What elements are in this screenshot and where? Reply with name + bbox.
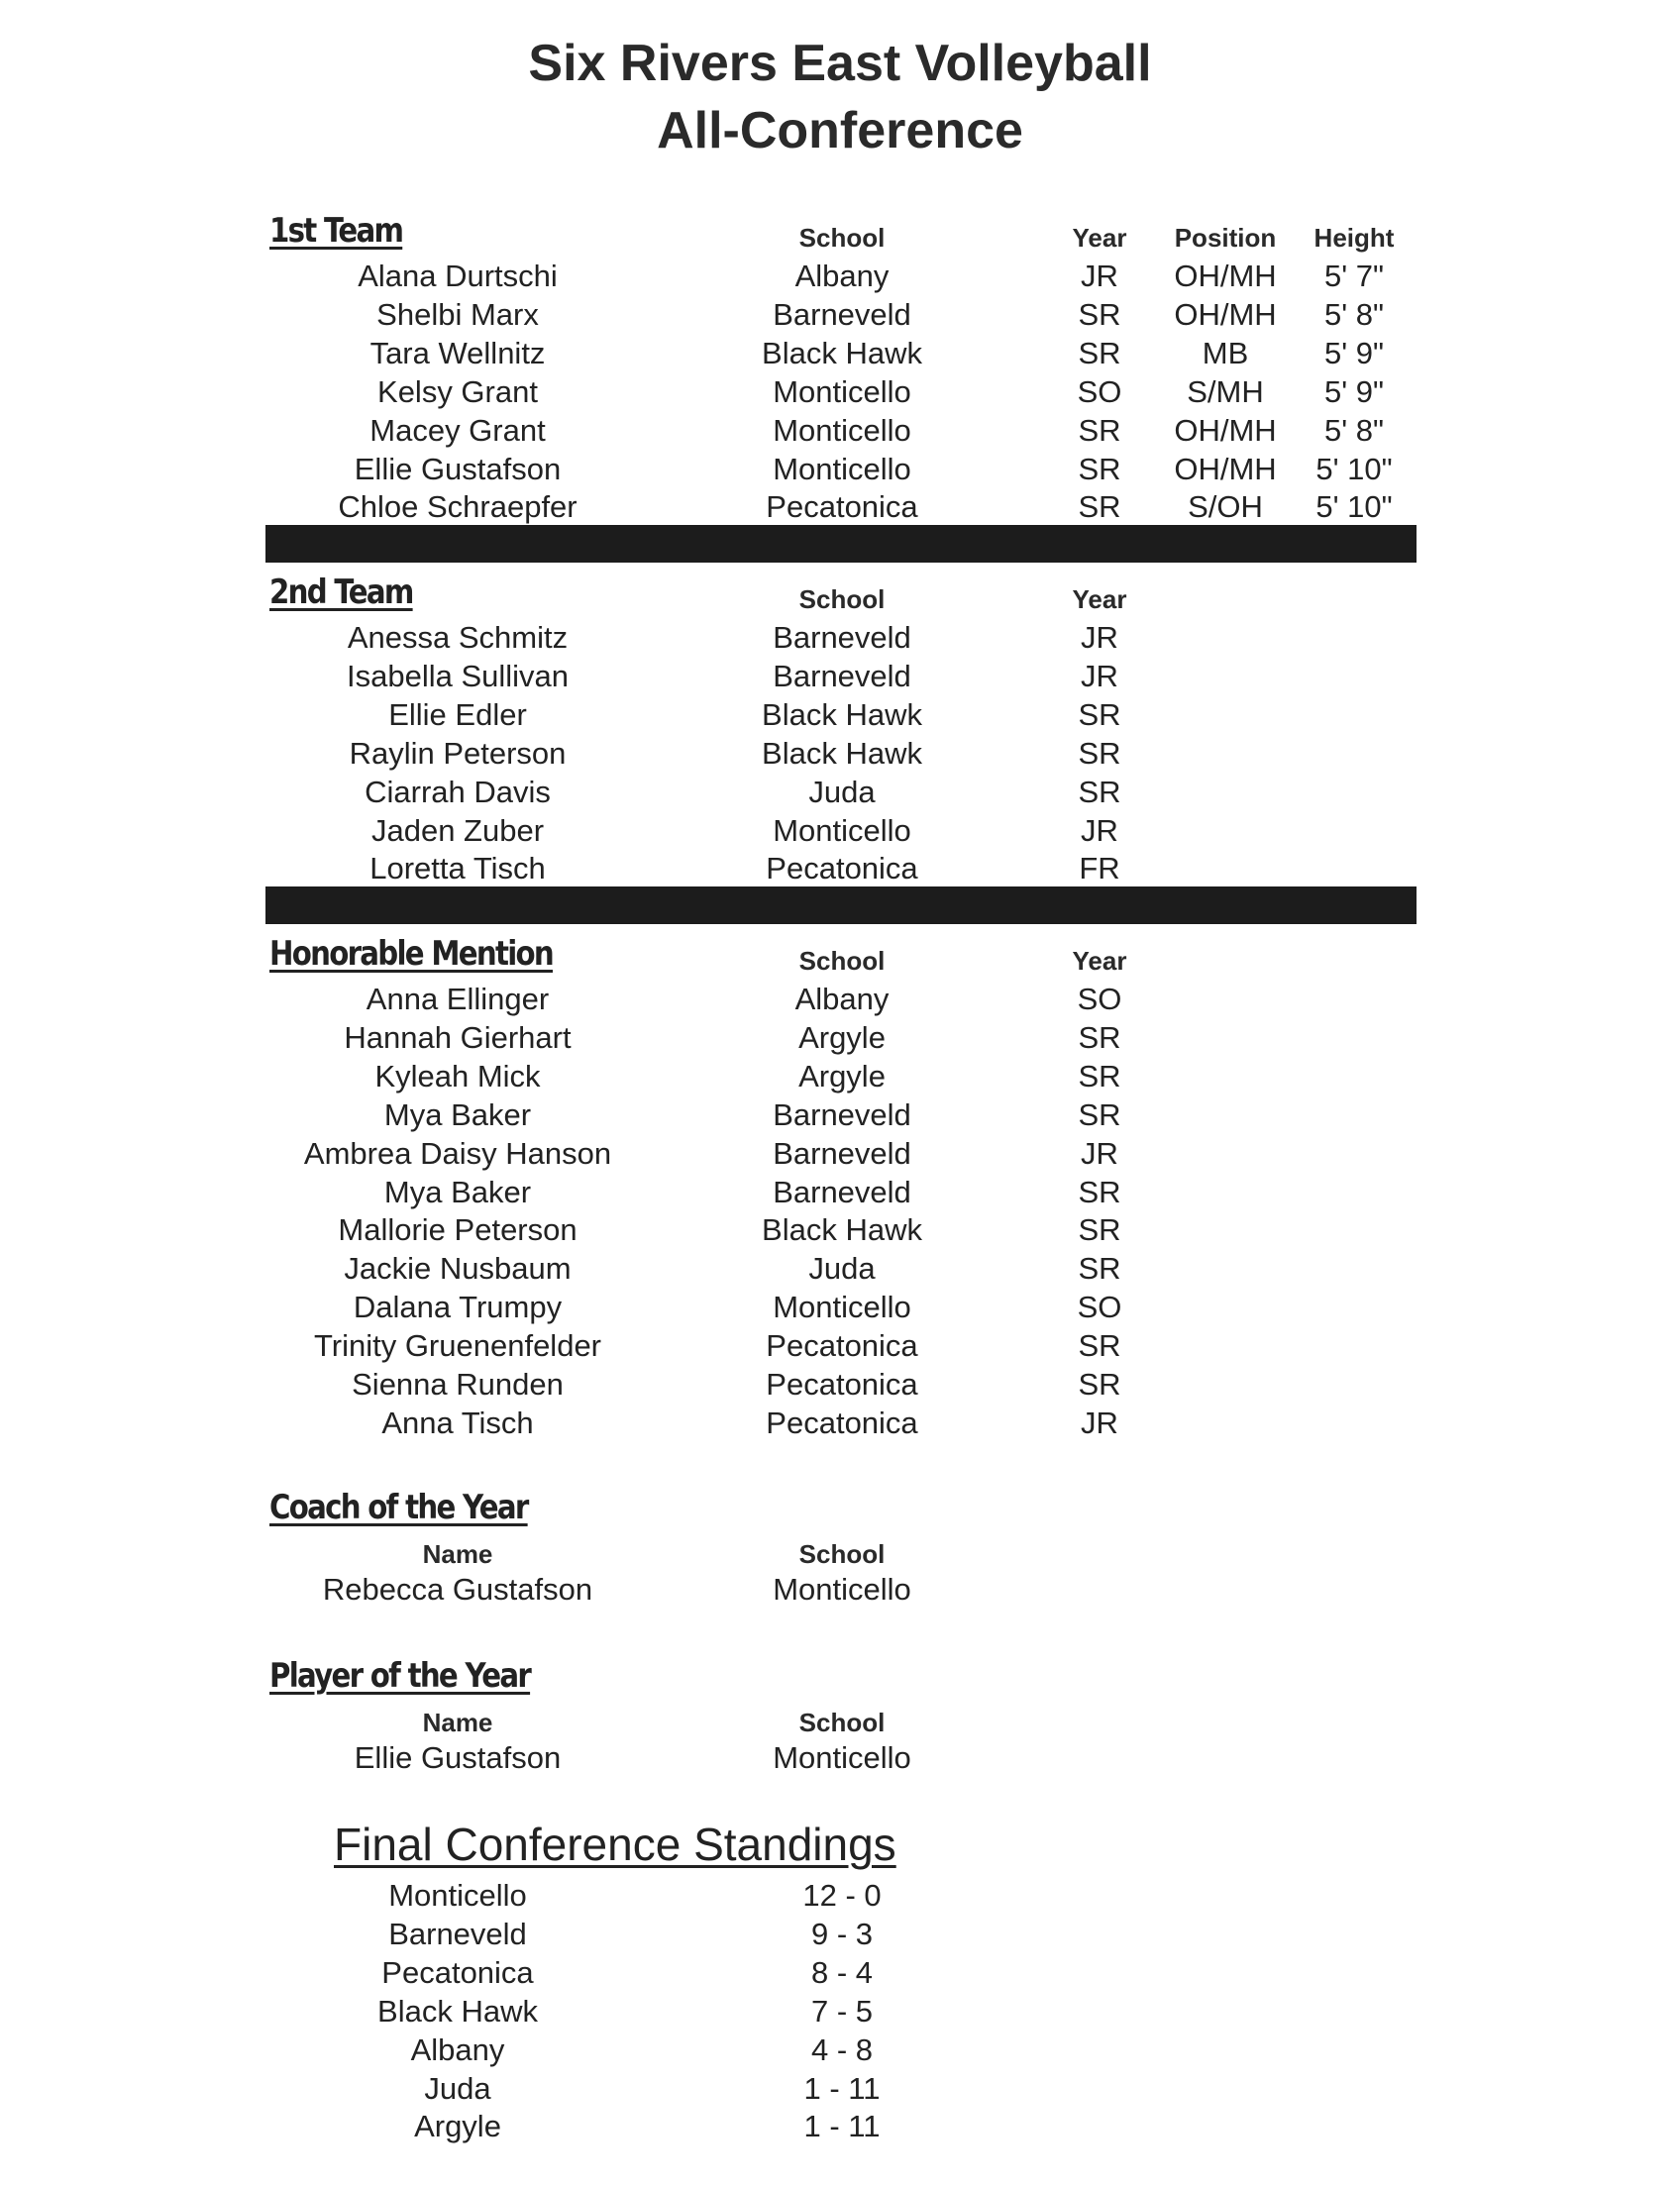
player-position: S/OH [1188, 489, 1263, 525]
coach-of-year-heading: Coach of the Year [269, 1488, 528, 1527]
school-name: Barneveld [773, 1096, 911, 1132]
class-year: SR [1078, 1367, 1121, 1402]
school-name: Pecatonica [766, 1367, 918, 1402]
standings-heading: Final Conference Standings [334, 1819, 896, 1870]
player-school: Monticello [773, 1740, 911, 1775]
player-name: Trinity Gruenenfelder [313, 1328, 602, 1364]
coach-name-header: Name [422, 1539, 493, 1569]
player-name: Raylin Peterson [349, 735, 567, 771]
standings-record: 8 - 4 [810, 1954, 874, 1990]
player-height: 5' 8" [1323, 412, 1385, 448]
second-team-year-header: Year [1072, 584, 1127, 614]
coach-name: Rebecca Gustafson [322, 1572, 593, 1607]
standings-team: Black Hawk [377, 1993, 538, 2029]
class-year: SR [1078, 1251, 1121, 1287]
class-year: SR [1078, 735, 1121, 771]
section-divider [265, 886, 1417, 924]
first-team-year-header: Year [1072, 223, 1127, 253]
player-position: OH/MH [1174, 259, 1277, 293]
class-year: SR [1078, 451, 1121, 486]
class-year: SR [1078, 1058, 1121, 1094]
school-name: Albany [794, 259, 890, 293]
first-team-height-header: Height [1313, 223, 1395, 253]
school-name: Monticello [773, 373, 911, 409]
school-name: Black Hawk [762, 1212, 922, 1248]
class-year: JR [1081, 1135, 1118, 1171]
standings-record: 1 - 11 [803, 2109, 881, 2144]
school-name: Monticello [773, 1290, 911, 1325]
standings-team: Albany [410, 2031, 505, 2067]
school-name: Black Hawk [762, 335, 922, 370]
player-name: Chloe Schraepfer [338, 489, 578, 525]
player-name: Jaden Zuber [370, 812, 545, 848]
section-divider [265, 525, 1417, 563]
player-name-header: Name [422, 1708, 493, 1737]
second-team-heading: 2nd Team [269, 573, 413, 612]
player-name: Ellie Edler [388, 696, 527, 732]
player-position: OH/MH [1174, 451, 1277, 486]
page-subtitle: All-Conference [657, 102, 1023, 159]
player-position: OH/MH [1174, 412, 1277, 448]
class-year: SR [1078, 296, 1121, 332]
standings-record: 4 - 8 [810, 2031, 874, 2067]
player-height: 5' 7" [1323, 259, 1385, 293]
second-team-school-header: School [798, 584, 886, 614]
class-year: SO [1077, 1290, 1122, 1325]
honorable-mention-school-header: School [798, 946, 886, 976]
honorable-mention-year-header: Year [1072, 946, 1127, 976]
school-name: Black Hawk [762, 735, 922, 771]
player-position: MB [1202, 335, 1249, 370]
coach-school: Monticello [773, 1572, 911, 1607]
school-name: Argyle [798, 1019, 886, 1055]
player-position: OH/MH [1174, 296, 1277, 332]
class-year: SR [1078, 1328, 1121, 1364]
standings-team: Pecatonica [381, 1954, 534, 1990]
player-name: Kyleah Mick [374, 1058, 541, 1094]
player-name: Kelsy Grant [377, 373, 538, 409]
school-name: Pecatonica [766, 1405, 918, 1440]
school-name: Barneveld [773, 1174, 911, 1209]
player-name: Tara Wellnitz [369, 335, 546, 370]
school-name: Barneveld [773, 296, 911, 332]
standings-team: Argyle [414, 2109, 501, 2144]
school-name: Barneveld [773, 620, 911, 655]
player-name: Mallorie Peterson [338, 1212, 578, 1248]
player-name: Mya Baker [383, 1096, 532, 1132]
class-year: JR [1081, 658, 1118, 693]
class-year: JR [1081, 1405, 1118, 1440]
standings-record: 7 - 5 [810, 1993, 874, 2029]
class-year: JR [1081, 259, 1118, 293]
class-year: SR [1078, 1019, 1121, 1055]
school-name: Monticello [773, 412, 911, 448]
player-height: 5' 10" [1315, 489, 1393, 525]
first-team-position-header: Position [1174, 223, 1277, 253]
class-year: SR [1078, 335, 1121, 370]
school-name: Barneveld [773, 1135, 911, 1171]
school-name: Argyle [798, 1058, 886, 1094]
school-name: Pecatonica [766, 851, 918, 886]
coach-school-header: School [798, 1539, 886, 1569]
standings-record: 1 - 11 [803, 2070, 881, 2106]
class-year: JR [1081, 812, 1118, 848]
school-name: Juda [808, 1251, 876, 1287]
player-name: Macey Grant [369, 412, 546, 448]
class-year: SO [1077, 982, 1122, 1016]
standings-team: Juda [424, 2070, 491, 2106]
class-year: SR [1078, 774, 1121, 809]
honorable-mention-heading: Honorable Mention [269, 934, 553, 974]
player-name: Dalana Trumpy [353, 1290, 563, 1325]
school-name: Monticello [773, 451, 911, 486]
school-name: Black Hawk [762, 696, 922, 732]
standings-team: Barneveld [388, 1916, 527, 1951]
player-school-header: School [798, 1708, 886, 1737]
school-name: Barneveld [773, 658, 911, 693]
school-name: Pecatonica [766, 1328, 918, 1364]
class-year: SR [1078, 1212, 1121, 1248]
standings-team: Monticello [388, 1878, 527, 1913]
school-name: Monticello [773, 812, 911, 848]
player-position: S/MH [1187, 373, 1264, 409]
player-name: Sienna Runden [352, 1367, 564, 1402]
class-year: SR [1078, 412, 1121, 448]
player-name: Anna Tisch [381, 1405, 534, 1440]
school-name: Albany [794, 982, 890, 1016]
player-name: Anessa Schmitz [347, 620, 569, 655]
school-name: Juda [808, 774, 876, 809]
page-title: Six Rivers East Volleyball [528, 35, 1152, 92]
player-height: 5' 9" [1323, 373, 1385, 409]
class-year: SR [1078, 489, 1121, 525]
class-year: SR [1078, 1096, 1121, 1132]
player-name: Isabella Sullivan [346, 658, 570, 693]
player-height: 5' 10" [1315, 451, 1393, 486]
class-year: SO [1077, 373, 1122, 409]
class-year: FR [1079, 851, 1120, 886]
first-team-school-header: School [798, 223, 886, 253]
player-name: Anna Ellinger [366, 982, 550, 1016]
player-name: Loretta Tisch [369, 851, 546, 886]
player-name: Hannah Gierhart [344, 1019, 572, 1055]
first-team-heading: 1st Team [269, 211, 403, 251]
player-name: Alana Durtschi [358, 259, 558, 293]
standings-record: 12 - 0 [802, 1878, 882, 1913]
class-year: SR [1078, 1174, 1121, 1209]
player-name: Ambrea Daisy Hanson [303, 1135, 612, 1171]
class-year: JR [1081, 620, 1118, 655]
player-name: Ciarrah Davis [365, 774, 551, 809]
player-height: 5' 8" [1323, 296, 1385, 332]
player-name: Ellie Gustafson [354, 451, 562, 486]
school-name: Pecatonica [766, 489, 918, 525]
player-of-year-heading: Player of the Year [269, 1656, 531, 1696]
player-name: Jackie Nusbaum [344, 1251, 572, 1287]
player-name: Ellie Gustafson [354, 1740, 562, 1775]
standings-record: 9 - 3 [810, 1916, 874, 1951]
class-year: SR [1078, 696, 1121, 732]
player-name: Mya Baker [383, 1174, 532, 1209]
player-name: Shelbi Marx [376, 296, 539, 332]
player-height: 5' 9" [1323, 335, 1385, 370]
